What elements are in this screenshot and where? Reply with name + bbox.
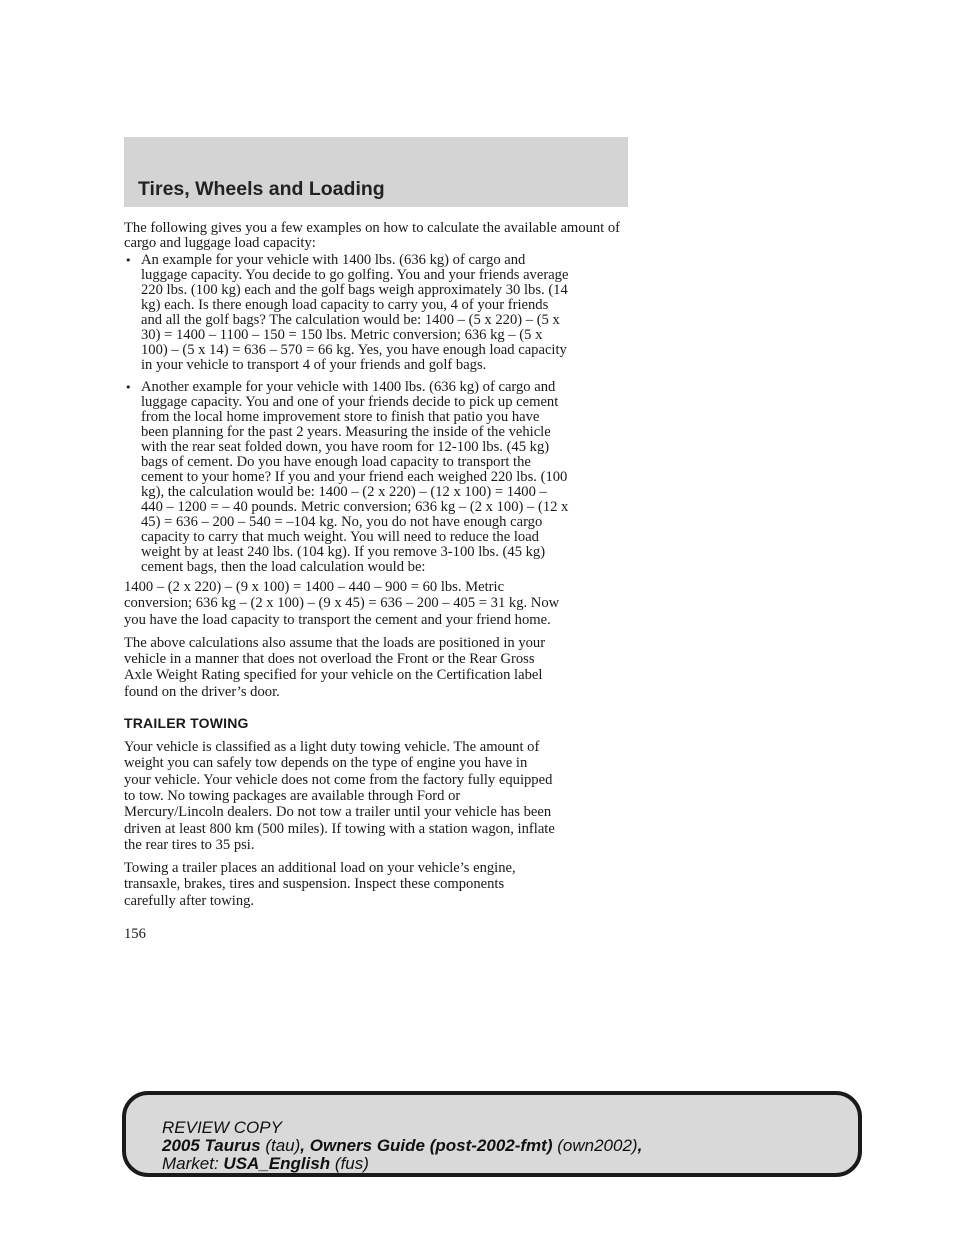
page-number: 156 (124, 926, 146, 942)
review-copy-footer (122, 1091, 862, 1177)
footer-text: REVIEW COPY 2005 Taurus (tau), Owners Guide (post-2002-fmt) (own2002), Market: USA_English (fus) (162, 1118, 643, 1173)
list-item (124, 380, 630, 575)
example-list (124, 253, 630, 575)
page-title: Tires, Wheels and Loading (138, 178, 385, 200)
intro-paragraph: The following gives you a few examples on how to calculate the available amount of cargo and luggage load capacity: (124, 220, 621, 251)
bullet-text: An example for your vehicle with 1400 lbs. (636 kg) of cargo and luggage capacity. You decide to go golfing. You and your friends average 220 lbs. (100 kg) each and the golf bags weigh approximately 30 lbs. (14 kg) each. Is there enough load capacity to carry you, 4 of your friends and all the golf bags? The calculation would be: 1400 – (5 x 220) – (5 x 30) = 1400 – 1100 – 150 = 150 lbs. Metric conversion; 636 kg – (5 x 100) – (5 x 14) = 636 – 570 = 66 kg. Yes, you have enough load capacity in your vehicle to transport 4 of your friends and golf bags. (141, 252, 569, 373)
towing-paragraph: Your vehicle is classified as a light duty towing vehicle. The amount of weight you can safely tow depends on the type of engine you have in your vehicle. Your vehicle does not come from the factory fully equipped to tow. No towing packages are available through Ford or Mercury/Lincoln dealers. Do not tow a trailer until your vehicle has been driven at least 800 km (500 miles). If towing with a station wagon, inflate the rear tires to 35 psi. (124, 739, 555, 853)
assumption-paragraph: The above calculations also assume that the loads are positioned in your vehicle in a manner that does not overload the Front or the Rear Gross Axle Weight Rating specified for your vehicle on the Certification label found on the driver’s door. (124, 634, 546, 700)
list-item (124, 253, 630, 373)
bullet-icon: • (125, 254, 132, 267)
page-content (124, 221, 630, 916)
review-copy-label: REVIEW COPY (162, 1118, 282, 1137)
towing-load-paragraph: Towing a trailer places an additional load on your vehicle’s engine, transaxle, brakes, tires and suspension. Inspect these components carefully after towing. (124, 860, 516, 909)
bullet-icon: • (125, 381, 132, 394)
section-header-band (124, 137, 628, 207)
section-heading: TRAILER TOWING (124, 715, 249, 732)
bullet-text: Another example for your vehicle with 1400 lbs. (636 kg) of cargo and luggage capacity. You and one of your friends decide to pick up cement from the local home improvement store to finish that patio you have been planning for the past 2 years. Measuring the inside of the vehicle with the rear seat folded down, you have room for 12-100 lbs. (45 kg) bags of cement. Do you have enough load capacity to transport the cement to your home? If you and your friend each weighed 220 lbs. (100 kg), the calculation would be: 1400 – (2 x 220) – (12 x 100) = 1400 – 440 – 1200 = – 40 pounds. Metric conversion; 636 kg – (2 x 100) – (12 x 45) = 636 – 200 – 540 = –104 kg. No, you do not have enough cargo capacity to carry that much weight. You will need to reduce the load weight by at least 240 lbs. (104 kg). If you remove 3-100 lbs. (45 kg) cement bags, then the load calculation would be: (141, 379, 569, 575)
calculation-paragraph: 1400 – (2 x 220) – (9 x 100) = 1400 – 440 – 900 = 60 lbs. Metric conversion; 636 kg – (2 x 100) – (9 x 45) = 636 – 200 – 405 = 31 kg. Now you have the load capacity to transport the cement and your friend home. (124, 579, 560, 628)
